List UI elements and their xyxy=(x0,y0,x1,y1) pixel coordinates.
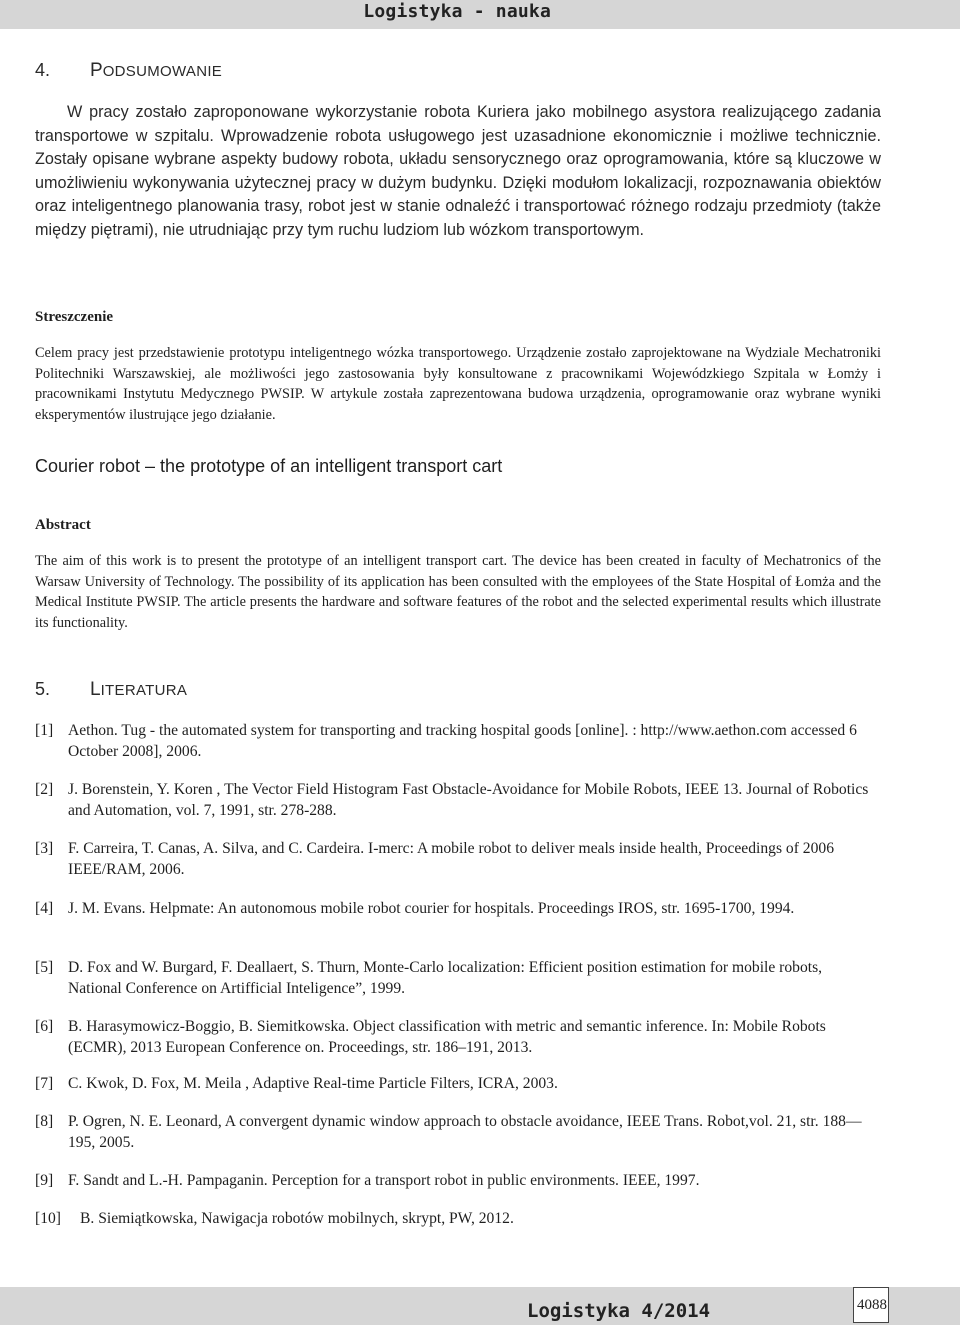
reference-item xyxy=(35,838,885,880)
running-header: Logistyka - nauka xyxy=(363,1,551,22)
reference-number: [5] xyxy=(35,959,54,976)
section-4-number: 4. xyxy=(35,60,51,80)
reference-item xyxy=(35,779,885,821)
streszczenie-text: Celem pracy jest przedstawienie prototypu inteligentnego wózka transportowego. Urządzenie zostało zaprojektowane na Wydziale Mechatroniki Politechniki Warszawskiej, ale możliwości jego zastosowania były konsultowane z pracownikami Wojewódzkiego Szpitala w Łomży i pracownikami Instytutu Medycznego PWSIP. W artykule została zaprezentowana budowa urządzenia, oprogramowanie oraz wybrane wyniki eksperymentów ilustrujące jego działanie. xyxy=(35,345,881,423)
reference-text: D. Fox and W. Burgard, F. Deallaert, S. Thurn, Monte-Carlo localization: Efficient position estimation for mobile robots, National Conference on Artifficial Inteligence”, 1999. xyxy=(68,959,823,997)
reference-item xyxy=(35,1208,885,1229)
reference-item xyxy=(35,720,885,762)
abstract-text: The aim of this work is to present the prototype of an intelligent transport cart. The device has been created in faculty of Mechatronics of the Warsaw University of Technology. The possibility of its application has been consulted with the employees of the State Hospital of Łomża and the Medical Institute PWSIP. The article presents the hardware and software features of the robot and the selected experimental results which illustrate its functionality. xyxy=(35,553,881,631)
reference-text: J. Borenstein, Y. Koren , The Vector Field Histogram Fast Obstacle-Avoidance for Mobile Robots, IEEE 13. Journal of Robotics and Automation, vol. 7, 1991, str. 278-288. xyxy=(68,781,869,819)
reference-item xyxy=(35,898,885,919)
reference-item xyxy=(35,1016,885,1058)
section-4-title-rest: ODSUMOWANIE xyxy=(102,63,223,80)
section-4-heading xyxy=(35,60,222,82)
reference-number: [2] xyxy=(35,781,54,798)
section-5-number: 5. xyxy=(35,679,51,699)
section-5-heading xyxy=(35,679,187,701)
journal-issue: Logistyka 4/2014 xyxy=(527,1300,711,1322)
abstract-heading: Abstract xyxy=(35,517,91,533)
summary-paragraph: W pracy zostało zaproponowane wykorzystanie robota Kuriera jako mobilnego asystora realizującego zadania transportowe w szpitalu. Wprowadzenie robota usługowego jest uzasadnione ekonomicznie i możliwe technicznie. Zostały opisane wybrane aspekty budowy robota, układu sensorycznego oraz oprogramowania, które są kluczowe w umożliwieniu wykonywania użytecznej pracy w dużym budynku. Dzięki modułom lokalizacji, rozpoznawania obiektów oraz inteligentnego planowania trasy, robot jest w stanie odnaleźć i transportować różnego rodzaju przedmioty (także między piętrami), nie utrudniając przy tym ruchu ludziom lub wózkom transportowym. xyxy=(35,103,881,239)
reference-item xyxy=(35,957,885,999)
reference-text: C. Kwok, D. Fox, M. Meila , Adaptive Real-time Particle Filters, ICRA, 2003. xyxy=(68,1075,558,1092)
reference-number: [9] xyxy=(35,1172,54,1189)
section-5-title-initial: L xyxy=(90,679,101,700)
reference-number: [6] xyxy=(35,1018,54,1035)
reference-text: B. Siemiątkowska, Nawigacja robotów mobilnych, skrypt, PW, 2012. xyxy=(80,1210,514,1227)
section-5-title-rest: ITERATURA xyxy=(100,682,188,699)
reference-item xyxy=(35,1170,885,1191)
reference-text: P. Ogren, N. E. Leonard, A convergent dynamic window approach to obstacle avoidance, IEEE Trans. Robot,vol. 21, str. 188—195, 2005. xyxy=(68,1113,862,1151)
page-number: 4088 xyxy=(857,1297,887,1313)
reference-number: [1] xyxy=(35,722,54,739)
reference-text: B. Harasymowicz-Boggio, B. Siemitkowska. Object classification with metric and semantic inference. In: Mobile Robots (ECMR), 2013 European Conference on. Proceedings, str. 186–191, 2013. xyxy=(68,1018,826,1056)
reference-item xyxy=(35,1111,885,1153)
footer-bar xyxy=(0,1287,960,1325)
reference-text: Aethon. Tug - the automated system for transporting and tracking hospital goods [online]. : http://www.aethon.com accessed 6 October 2008], 2006. xyxy=(68,722,857,760)
reference-text: F. Sandt and L.-H. Pampaganin. Perception for a transport robot in public environments. IEEE, 1997. xyxy=(68,1172,700,1189)
english-title: Courier robot – the prototype of an intelligent transport cart xyxy=(35,456,503,476)
streszczenie-heading: Streszczenie xyxy=(35,309,114,325)
reference-number: [7] xyxy=(35,1075,54,1092)
section-4-title-initial: P xyxy=(90,60,103,81)
reference-number: [10] xyxy=(35,1210,61,1227)
reference-text: F. Carreira, T. Canas, A. Silva, and C. Cardeira. I-merc: A mobile robot to deliver meals inside health, Proceedings of 2006 IEEE/RAM, 2006. xyxy=(68,840,834,878)
reference-number: [3] xyxy=(35,840,54,857)
reference-text: J. M. Evans. Helpmate: An autonomous mobile robot courier for hospitals. Proceedings IROS, str. 1695-1700, 1994. xyxy=(68,900,795,917)
reference-number: [4] xyxy=(35,900,54,917)
reference-item xyxy=(35,1073,885,1094)
reference-number: [8] xyxy=(35,1113,54,1130)
